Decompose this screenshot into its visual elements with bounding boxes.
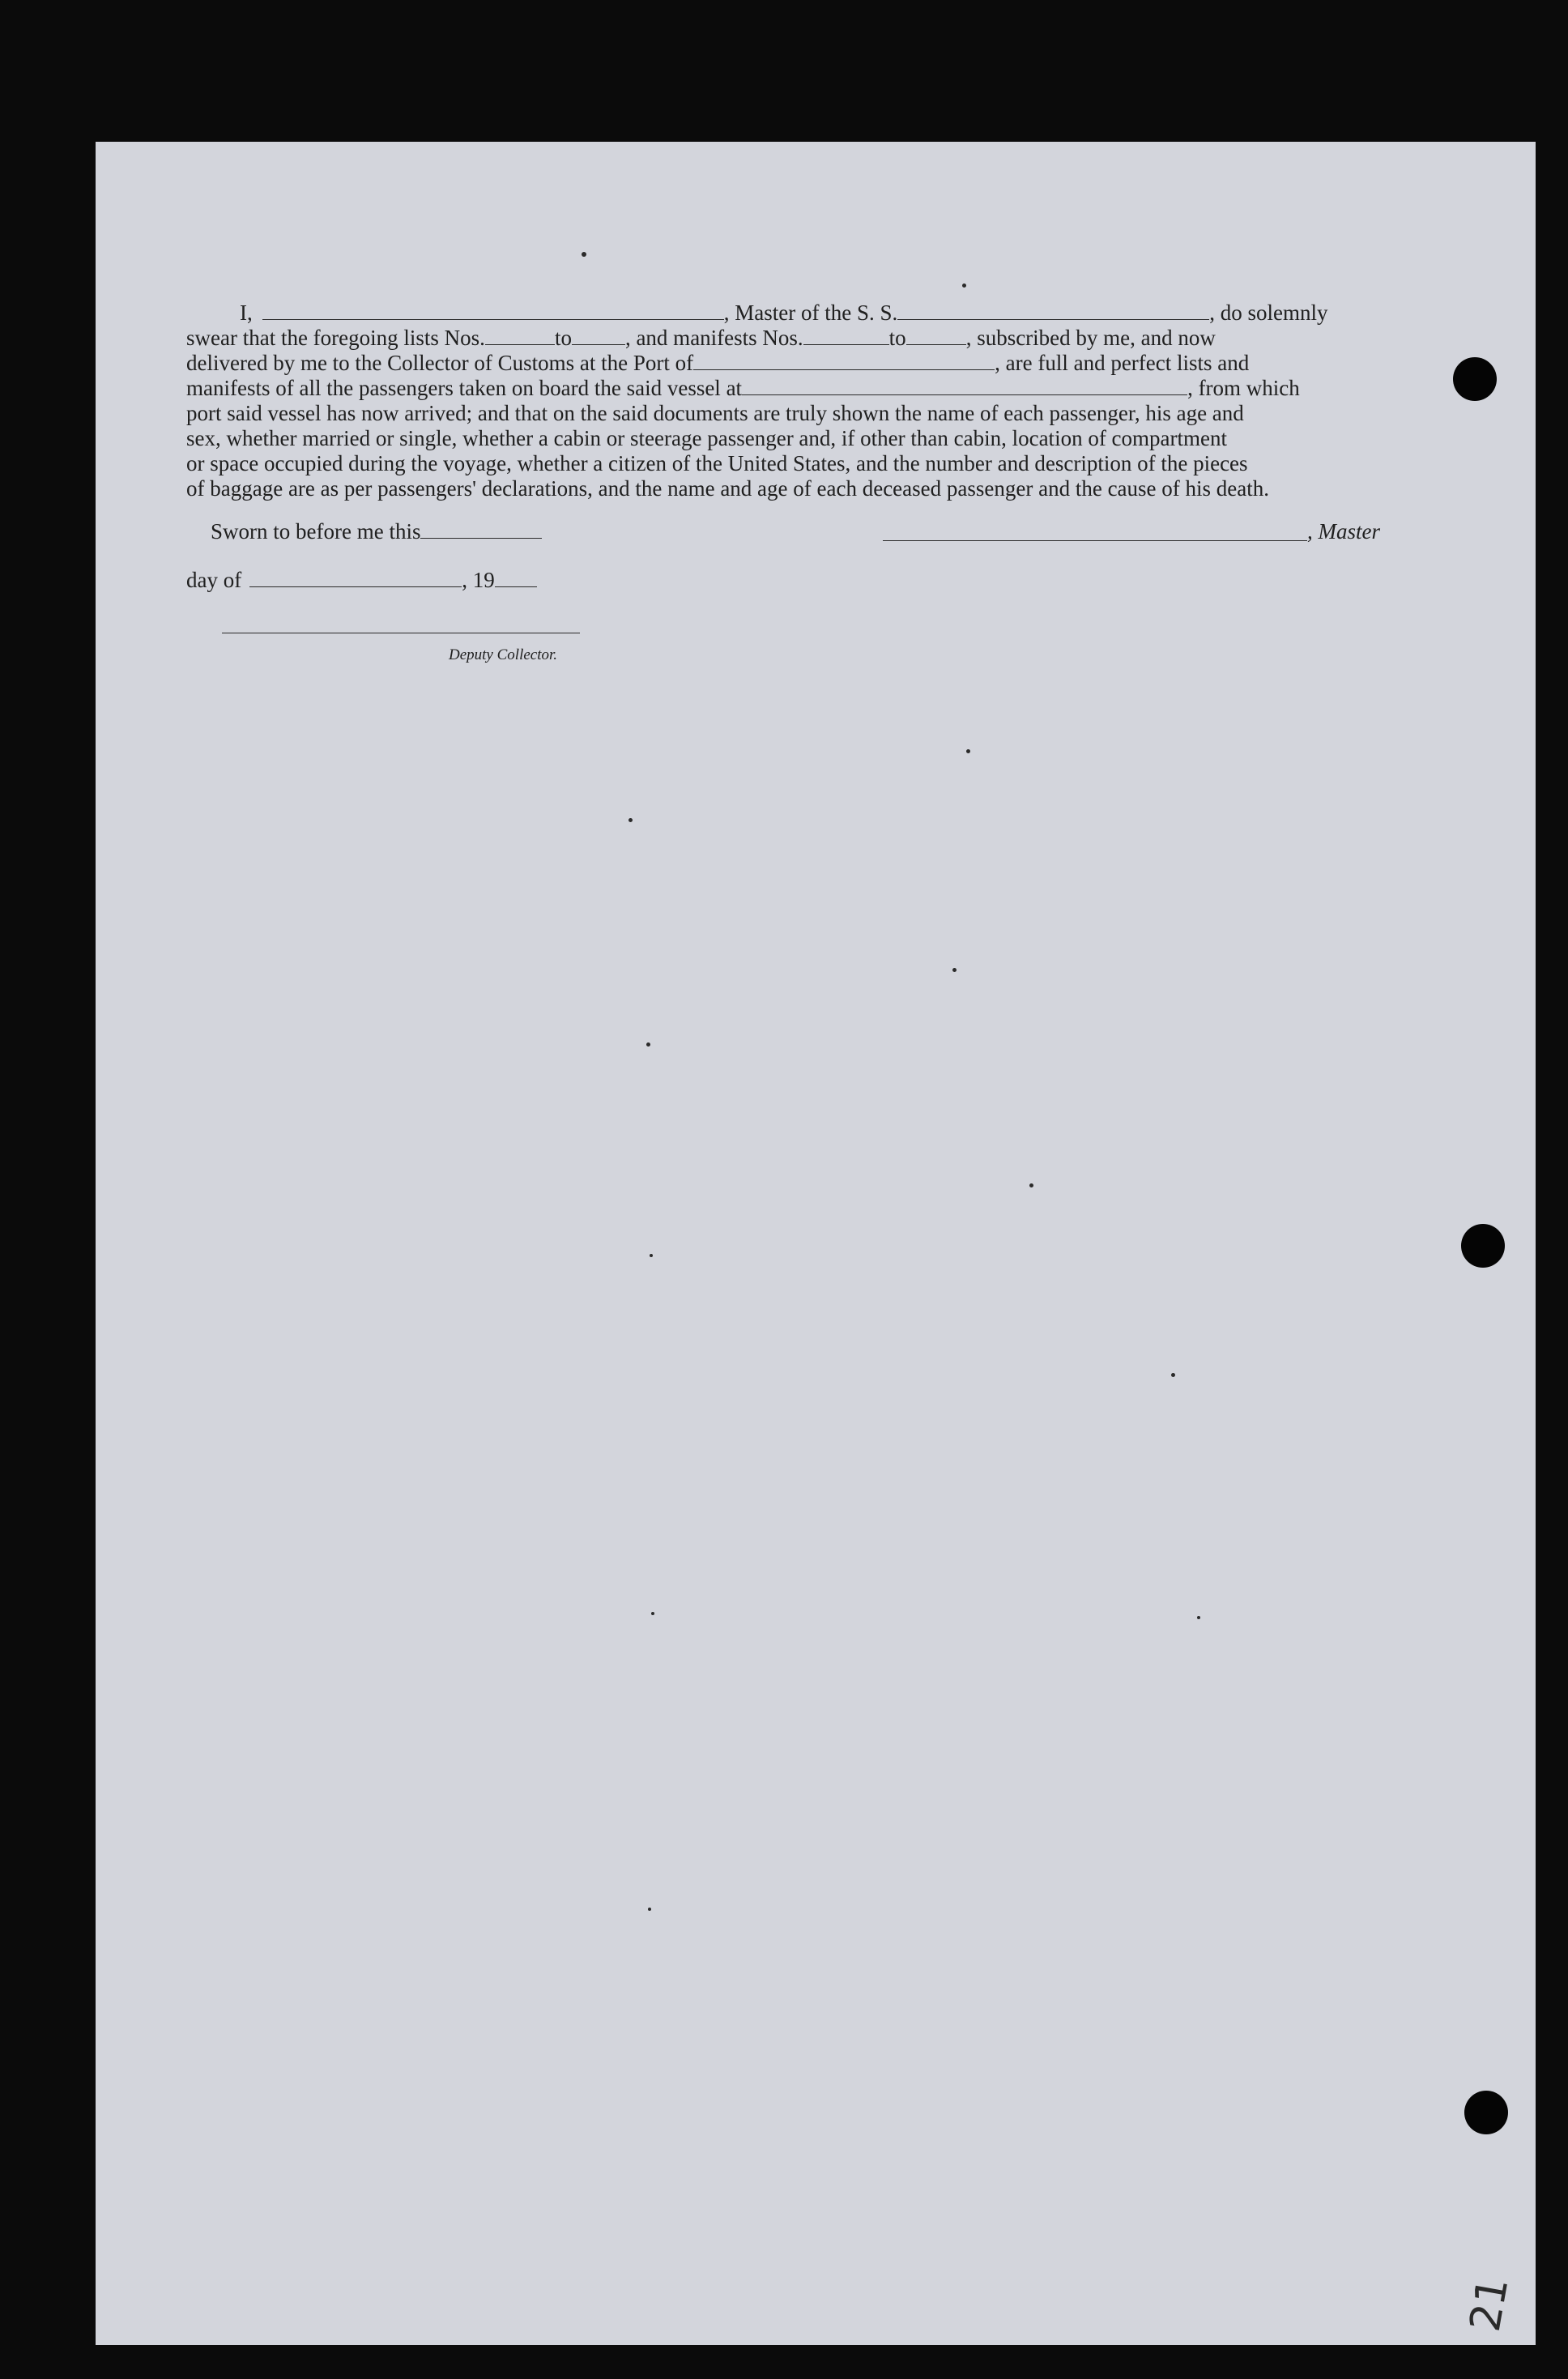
oath-line-1	[240, 301, 1327, 326]
punch-hole-bottom	[1464, 2091, 1508, 2134]
oath-line-2-e: , subscribed by me, and now	[965, 326, 1216, 350]
oath-line-2-to-1: to	[554, 326, 572, 350]
year-prefix: , 19	[462, 568, 495, 592]
punch-hole-middle	[1461, 1224, 1505, 1268]
oath-master-of-ss: , Master of the S. S.	[723, 301, 898, 325]
oath-line-8: of baggage are as per passengers' declarations, and the name and age of each deceased passenger and the cause of his death.	[186, 476, 1270, 501]
oath-line-2-to-2: to	[888, 326, 906, 350]
day-of-blank	[249, 570, 462, 587]
handwritten-page-number: 21	[1460, 2274, 1519, 2335]
bleed-speck	[1171, 1373, 1175, 1377]
oath-line-5: port said vessel has now arrived; and that on the said documents are truly shown the name of each passenger, his age and	[186, 401, 1244, 425]
oath-line-3-b: , are full and perfect lists and	[995, 351, 1250, 375]
document-page	[96, 142, 1536, 2345]
manifests-to-blank	[906, 328, 966, 345]
bleed-speck	[966, 749, 970, 753]
oath-line-4-a: manifests of all the passengers taken on board the said vessel at	[186, 376, 743, 400]
deputy-collector-label: Deputy Collector.	[449, 646, 558, 663]
bleed-speck	[628, 818, 633, 822]
oath-line-2	[186, 326, 1216, 351]
bleed-speck	[646, 1042, 650, 1047]
port-blank	[693, 353, 995, 370]
bleed-speck	[1029, 1183, 1033, 1187]
bleed-speck	[962, 284, 966, 288]
bleed-speck	[648, 1908, 651, 1911]
sworn-text: Sworn to before me this	[211, 519, 421, 544]
lists-to-blank	[572, 328, 625, 345]
lists-from-blank	[485, 328, 555, 345]
bleed-speck	[650, 1254, 653, 1257]
oath-line-7: or space occupied during the voyage, whether a citizen of the United States, and the number and description of the pieces	[186, 451, 1248, 475]
master-signature-line	[883, 540, 1307, 541]
bleed-speck	[1197, 1616, 1200, 1619]
sworn-date-blank	[420, 522, 542, 539]
day-of-line	[186, 568, 537, 593]
bleed-speck	[952, 968, 957, 972]
oath-line-4	[186, 376, 1300, 401]
oath-line-2-a: swear that the foregoing lists Nos.	[186, 326, 485, 350]
oath-line-3-a: delivered by me to the Collector of Customs at the Port of	[186, 351, 694, 375]
oath-line-2-c: , and manifests Nos.	[624, 326, 803, 350]
bleed-speck	[582, 252, 586, 257]
year-blank	[495, 570, 537, 587]
oath-line-3	[186, 351, 1249, 376]
sworn-line	[211, 519, 542, 544]
day-of-label: day of	[186, 568, 242, 592]
manifests-from-blank	[803, 328, 889, 345]
oath-line-6: sex, whether married or single, whether a cabin or steerage passenger and, if other than cabin, location of compartment	[186, 426, 1228, 450]
bleed-speck	[651, 1612, 654, 1615]
punch-hole-top	[1453, 357, 1497, 401]
oath-line-4-b: , from which	[1187, 376, 1300, 400]
master-name-blank	[262, 303, 724, 320]
oath-solemnly: , do solemnly	[1209, 301, 1328, 325]
oath-i: I,	[240, 301, 253, 325]
embarkation-port-blank	[742, 378, 1187, 395]
master-label: , Master	[1307, 519, 1380, 544]
ship-name-blank	[897, 303, 1209, 320]
